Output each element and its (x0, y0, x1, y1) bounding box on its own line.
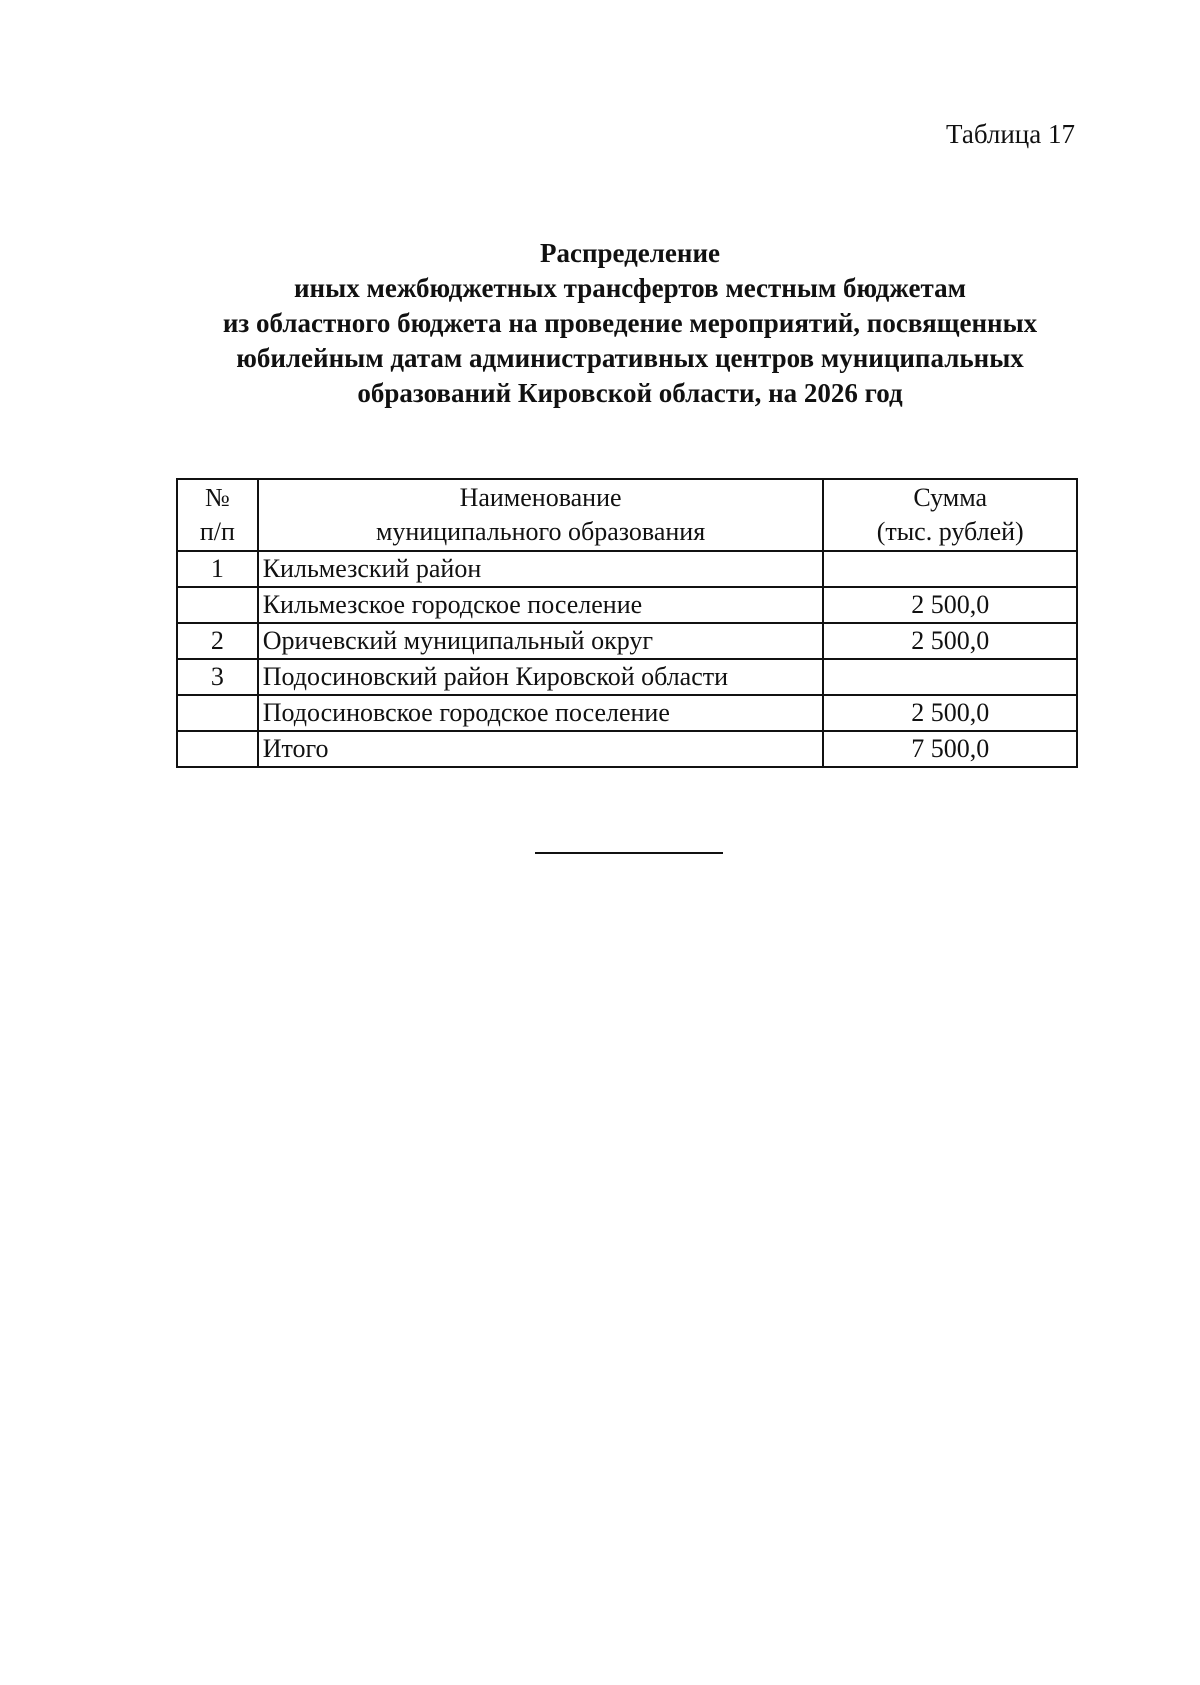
row-name: Кильмезский район (258, 551, 824, 587)
row-name: Подосиновское городское поселение (258, 695, 824, 731)
row-sum: 2 500,0 (823, 587, 1077, 623)
row-sum: 7 500,0 (823, 731, 1077, 767)
title-line: из областного бюджета на проведение мероприятий, посвященных (222, 308, 1038, 338)
header-number-line2: п/п (199, 517, 235, 546)
header-sum-line2: (тыс. рублей) (876, 517, 1024, 546)
header-sum-line1: Сумма (913, 483, 988, 512)
end-divider (535, 852, 723, 854)
table-total-row (177, 731, 1077, 767)
table-row (177, 587, 1077, 623)
row-sum (823, 551, 1077, 587)
row-sum: 2 500,0 (823, 623, 1077, 659)
title-line: иных межбюджетных трансфертов местным бюджетам (294, 273, 966, 303)
title-line: Распределение (539, 238, 721, 268)
title-line: образований Кировской области, на 2026 год (357, 378, 903, 408)
row-name: Подосиновский район Кировской области (258, 659, 824, 695)
table-header-row (177, 479, 1077, 551)
table-row (177, 695, 1077, 731)
header-name-line1: Наименование (459, 483, 622, 512)
row-name: Итого (258, 731, 824, 767)
table-row (177, 623, 1077, 659)
table-row (177, 659, 1077, 695)
title-line: юбилейным датам административных центров муниципальных (236, 343, 1024, 373)
header-name (258, 479, 824, 551)
header-name-line2: муниципального образования (375, 517, 706, 546)
table-number: Таблица 17 (946, 119, 1075, 149)
row-number: 3 (177, 659, 258, 695)
row-name: Оричевский муниципальный округ (258, 623, 824, 659)
row-number: 2 (177, 623, 258, 659)
header-number (177, 479, 258, 551)
row-sum (823, 659, 1077, 695)
header-number-line1: № (204, 483, 230, 512)
row-number (177, 587, 258, 623)
row-number (177, 731, 258, 767)
row-sum: 2 500,0 (823, 695, 1077, 731)
document-title (150, 236, 1110, 411)
allocation-table (176, 478, 1078, 768)
row-number: 1 (177, 551, 258, 587)
header-sum (823, 479, 1077, 551)
row-number (177, 695, 258, 731)
row-name: Кильмезское городское поселение (258, 587, 824, 623)
table-row (177, 551, 1077, 587)
